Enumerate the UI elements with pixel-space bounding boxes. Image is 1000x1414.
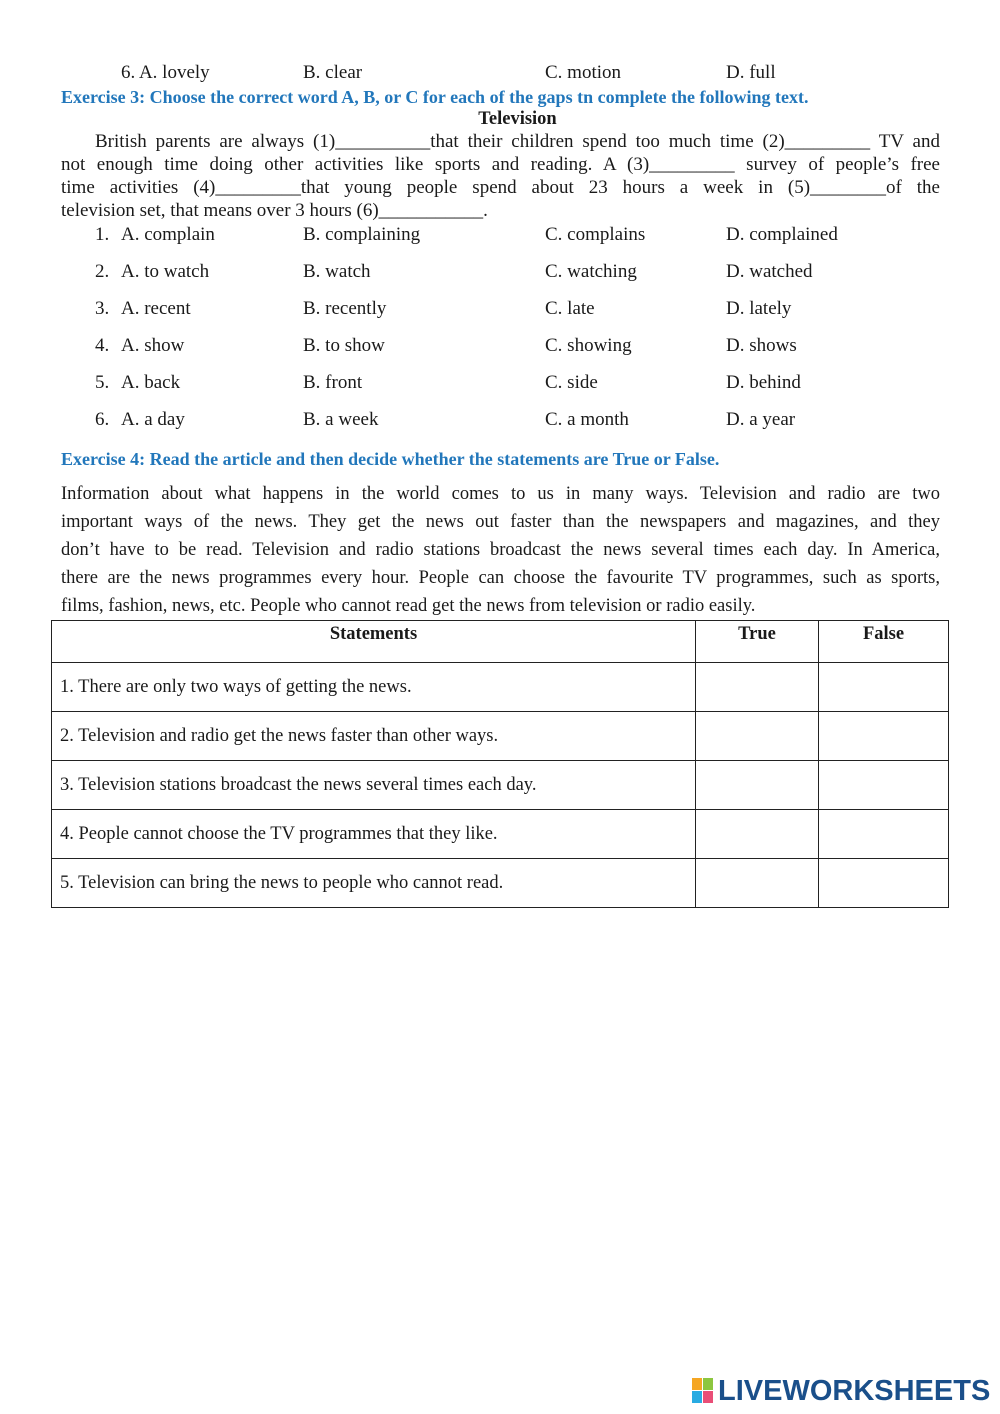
option-d: D. full xyxy=(726,62,776,83)
table-row xyxy=(52,663,949,712)
question-row xyxy=(0,224,1000,246)
option-c[interactable]: C. watching xyxy=(545,261,637,282)
true-header: True xyxy=(696,621,819,663)
exercise3-text-line: time activities (4)_________that young people spend about 23 hours a week in (5)________of the xyxy=(61,177,940,198)
true-answer-cell[interactable] xyxy=(696,810,819,859)
true-answer-cell[interactable] xyxy=(696,663,819,712)
option-c[interactable]: C. side xyxy=(545,372,598,393)
option-d[interactable]: D. a year xyxy=(726,409,796,430)
false-answer-cell[interactable] xyxy=(819,810,949,859)
statement-cell: 1. There are only two ways of getting the news. xyxy=(52,663,696,712)
liveworksheets-logo[interactable] xyxy=(692,1374,990,1408)
question-row xyxy=(0,372,1000,394)
prev-question-row xyxy=(0,62,1000,84)
false-answer-cell[interactable] xyxy=(819,663,949,712)
false-answer-cell[interactable] xyxy=(819,859,949,908)
exercise3-text-line: television set, that means over 3 hours (6)___________. xyxy=(61,200,488,221)
option-b[interactable]: B. a week xyxy=(303,409,379,430)
table-row xyxy=(52,712,949,761)
option-a[interactable]: A. recent xyxy=(121,298,191,319)
option-a[interactable]: A. back xyxy=(121,372,181,393)
question-number: 1. xyxy=(95,224,110,245)
logo-text: LIVEWORKSHEETS xyxy=(718,1374,991,1407)
true-answer-cell[interactable] xyxy=(696,761,819,810)
table-row xyxy=(52,859,949,908)
option-c[interactable]: C. showing xyxy=(545,335,632,356)
exercise3-title: Television xyxy=(478,109,557,129)
liveworksheets-logo-icon xyxy=(692,1378,714,1404)
article-line: films, fashion, news, etc. People who cannot read get the news from television or radio easily. xyxy=(61,596,756,616)
option-a[interactable]: A. a day xyxy=(121,409,185,430)
question-row xyxy=(0,409,1000,431)
option-b[interactable]: B. watch xyxy=(303,261,371,282)
option-d[interactable]: D. shows xyxy=(726,335,797,356)
true-false-table xyxy=(51,620,949,908)
option-a[interactable]: A. to watch xyxy=(121,261,210,282)
statements-header: Statements xyxy=(52,621,696,663)
question-number: 4. xyxy=(95,335,110,356)
question-number: 5. xyxy=(95,372,110,393)
option-c[interactable]: C. late xyxy=(545,298,595,319)
table-row xyxy=(52,761,949,810)
option-d[interactable]: D. lately xyxy=(726,298,792,319)
question-number: 2. xyxy=(95,261,110,282)
option-b[interactable]: B. recently xyxy=(303,298,387,319)
false-header: False xyxy=(819,621,949,663)
option-c[interactable]: C. complains xyxy=(545,224,646,245)
true-answer-cell[interactable] xyxy=(696,859,819,908)
exercise3-text-line: not enough time doing other activities like sports and reading. A (3)_________ survey of people’s free xyxy=(61,154,940,175)
option-c: C. motion xyxy=(545,62,622,83)
exercise4-heading: Exercise 4: Read the article and then decide whether the statements are True or False. xyxy=(61,449,720,469)
article-line: don’t have to be read. Television and radio stations broadcast the news several times each day. In America, xyxy=(61,540,940,560)
article-line: there are the news programmes every hour. People can choose the favourite TV programmes, such as sports, xyxy=(61,568,940,588)
option-d[interactable]: D. watched xyxy=(726,261,813,282)
option-b[interactable]: B. front xyxy=(303,372,363,393)
statement-cell: 4. People cannot choose the TV programmes that they like. xyxy=(52,810,696,859)
table-header-row xyxy=(52,621,949,663)
true-answer-cell[interactable] xyxy=(696,712,819,761)
article-line: important ways of the news. They get the news out faster than the newspapers and magazines, and they xyxy=(61,512,940,532)
false-answer-cell[interactable] xyxy=(819,761,949,810)
option-b[interactable]: B. complaining xyxy=(303,224,421,245)
table-row xyxy=(52,810,949,859)
question-number: 6. xyxy=(95,409,110,430)
option-a[interactable]: A. complain xyxy=(121,224,215,245)
option-a[interactable]: A. show xyxy=(121,335,185,356)
exercise3-text-line: British parents are always (1)__________that their children spend too much time (2)_________ TV and xyxy=(95,131,940,152)
exercise3-heading: Exercise 3: Choose the correct word A, B, or C for each of the gaps tn complete the following text. xyxy=(61,87,809,107)
question-row xyxy=(0,261,1000,283)
option-c[interactable]: C. a month xyxy=(545,409,629,430)
statement-cell: 5. Television can bring the news to people who cannot read. xyxy=(52,859,696,908)
option-b[interactable]: B. to show xyxy=(303,335,385,356)
option-d[interactable]: D. complained xyxy=(726,224,838,245)
article-line: Information about what happens in the world comes to us in many ways. Television and radio are two xyxy=(61,484,940,504)
question-number: 3. xyxy=(95,298,110,319)
false-answer-cell[interactable] xyxy=(819,712,949,761)
option-b: B. clear xyxy=(303,62,363,83)
statement-cell: 3. Television stations broadcast the news several times each day. xyxy=(52,761,696,810)
option-d[interactable]: D. behind xyxy=(726,372,801,393)
question-row xyxy=(0,298,1000,320)
option-a: 6. A. lovely xyxy=(121,62,210,83)
exercise4-article xyxy=(61,480,940,620)
question-row xyxy=(0,335,1000,357)
statement-cell: 2. Television and radio get the news faster than other ways. xyxy=(52,712,696,761)
